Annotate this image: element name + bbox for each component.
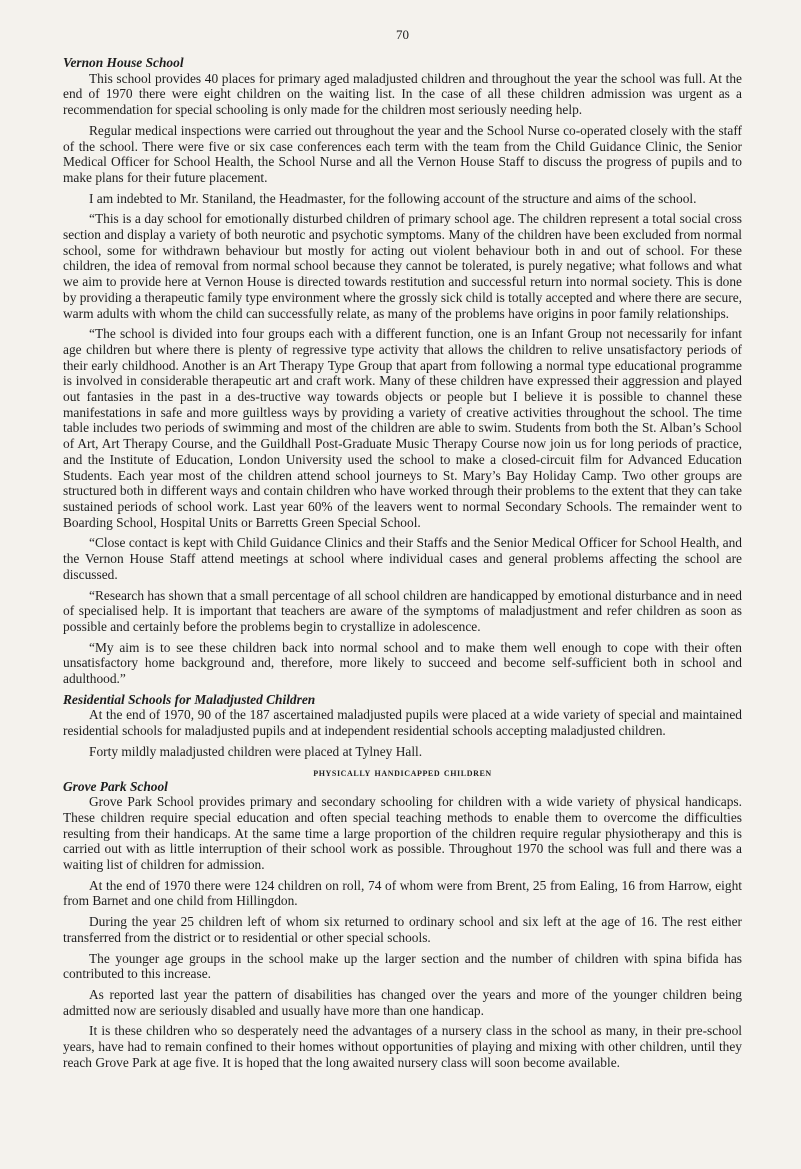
section-residential-schools: [63, 692, 742, 760]
centered-heading: physically handicapped children: [313, 764, 492, 779]
paragraph: The younger age groups in the school make up the larger section and the number of children with spina bifida has contributed to this increase.: [63, 950, 742, 982]
section-grove-park-school: [63, 779, 742, 1071]
paragraph: Grove Park School provides primary and secondary schooling for children with a wide variety of physical handicaps. These children require special education and often special teaching methods to enable them to overcome the difficulties resulting from their handicaps. At the same time a large proportion of the children require regular physiotherapy and this is carried out with as little interruption of their school work as possible. Throughout 1970 the school was full and there was a waiting list of children for admission.: [63, 794, 742, 873]
section-vernon-house-school: [63, 55, 742, 687]
section-heading: Residential Schools for Maladjusted Children: [63, 691, 316, 707]
paragraph: At the end of 1970 there were 124 children on roll, 74 of whom were from Brent, 25 from Ealing, 16 from Harrow, eight from Barnet and one child from Hillingdon.: [63, 877, 742, 909]
paragraph: “The school is divided into four groups each with a different function, one is an Infant Group not necessarily for infant age children but where there is plenty of regressive type activity that allows the children to relive unsatisfactory periods of their early childhood. Another is an Art Therapy Type Group that apart from following a normal type educational programme is involved in considerable therapeutic art and craft work. Many of these children have expressed their aggression and played out fantasies in the past in a des-tructive way towards objects or people but I believe it is possible to channel these manifestations in safe and more guiltless ways by providing a variety of creative activities throughout the school. The time table includes two periods of swimming and most of the children are able to swim. Students from both the St. Alban’s School of Art, Art Therapy Course, and the Guildhall Post-Graduate Music Therapy Course now join us for long periods of practice, and the Institute of Education, London University used the school to make a closed-circuit film for Advanced Education Students. Each year most of the children attend school journeys to St. Mary’s Bay Holiday Camp. Two other groups are structured both in different ways and contain children who have worked through their problems to the extent that they can take sustained periods of school work. Last year 60% of the leavers went to normal Secondary Schools. The remainder went to Boarding School, Hospital Units or Barretts Green Special School.: [63, 326, 742, 530]
section-heading: Vernon House School: [63, 55, 184, 70]
paragraph: During the year 25 children left of whom six returned to ordinary school and six left at the age of 16. The rest either transferred from the district or to residential or other special schools.: [63, 914, 742, 945]
paragraph: “This is a day school for emotionally disturbed children of primary school age. The children represent a total social cross section and display a variety of both neurotic and psychotic symptoms. Many of the children have been excluded from normal school, some for withdrawn behaviour but mostly for acting out violent behaviour both in and out of school. For these children, the idea of removal from normal school because they cannot be tolerated, is purely negative; what follows and what we aim to provide here at Vernon House is directed towards restitution and successful return into normal society. This is done by providing a therapeutic family type environment where the grossly sick child is totally accepted and where there are secure, warm adults with whom the child can successfully relate, as many of the problems have origins in poor family relationships.: [63, 211, 742, 321]
paragraph: Forty mildly maladjusted children were placed at Tylney Hall.: [89, 743, 423, 759]
section-heading: Grove Park School: [63, 778, 168, 794]
paragraph: This school provides 40 places for primary aged maladjusted children and throughout the year the school was full. At the end of 1970 there were eight children on the waiting list. In the case of all these children admission was urgent as a recommendation for special schooling is only made for the children most seriously needing help.: [63, 70, 742, 118]
paragraph: Regular medical inspections were carried out throughout the year and the School Nurse co-operated closely with the staff of the school. There were five or six case conferences each term with the team from the Child Guidance Clinic, the Senior Medical Officer for School Health, the School Nurse and all the Vernon House Staff to discuss the progress of pupils and to make plans for their future placement.: [63, 122, 742, 185]
paragraph: “Close contact is kept with Child Guidance Clinics and their Staffs and the Senior Medical Officer for School Health, and the Vernon House Staff attend meetings at school where individual cases and general problems affecting the school are discussed.: [63, 535, 742, 582]
paragraph: As reported last year the pattern of disabilities has changed over the years and more of the younger children being admitted now are seriously disabled and usually have more than one handicap.: [63, 986, 742, 1018]
page-number: 70: [396, 27, 409, 42]
document-page: [63, 27, 742, 1070]
paragraph: It is these children who so desperately need the advantages of a nursery class in the school as many, in their pre-school years, have had to remain confined to their homes without opportunities of playing and mixing with other children, until they reach Grove Park at age five. It is hoped that the long awaited nursery class will soon become available.: [63, 1023, 742, 1070]
paragraph: I am indebted to Mr. Staniland, the Headmaster, for the following account of the structure and aims of the school.: [89, 190, 697, 206]
paragraph: “My aim is to see these children back into normal school and to make them well enough to cope with their often unsatisfactory home background and, therefore, more likely to succeed and become self-sufficient both in school and adulthood.”: [63, 639, 742, 687]
paragraph: “Research has shown that a small percentage of all school children are handicapped by emotional disturbance and in need of specialised help. It is important that teachers are aware of the symptoms of maladjustment and refer children as soon as possible and certainly before the problems begin to crystallize in adolescence.: [63, 587, 742, 634]
paragraph: At the end of 1970, 90 of the 187 ascertained maladjusted pupils were placed at a wide variety of special and maintained residential schools for maladjusted pupils and at independent residential schools accepting maladjusted children.: [63, 707, 742, 739]
